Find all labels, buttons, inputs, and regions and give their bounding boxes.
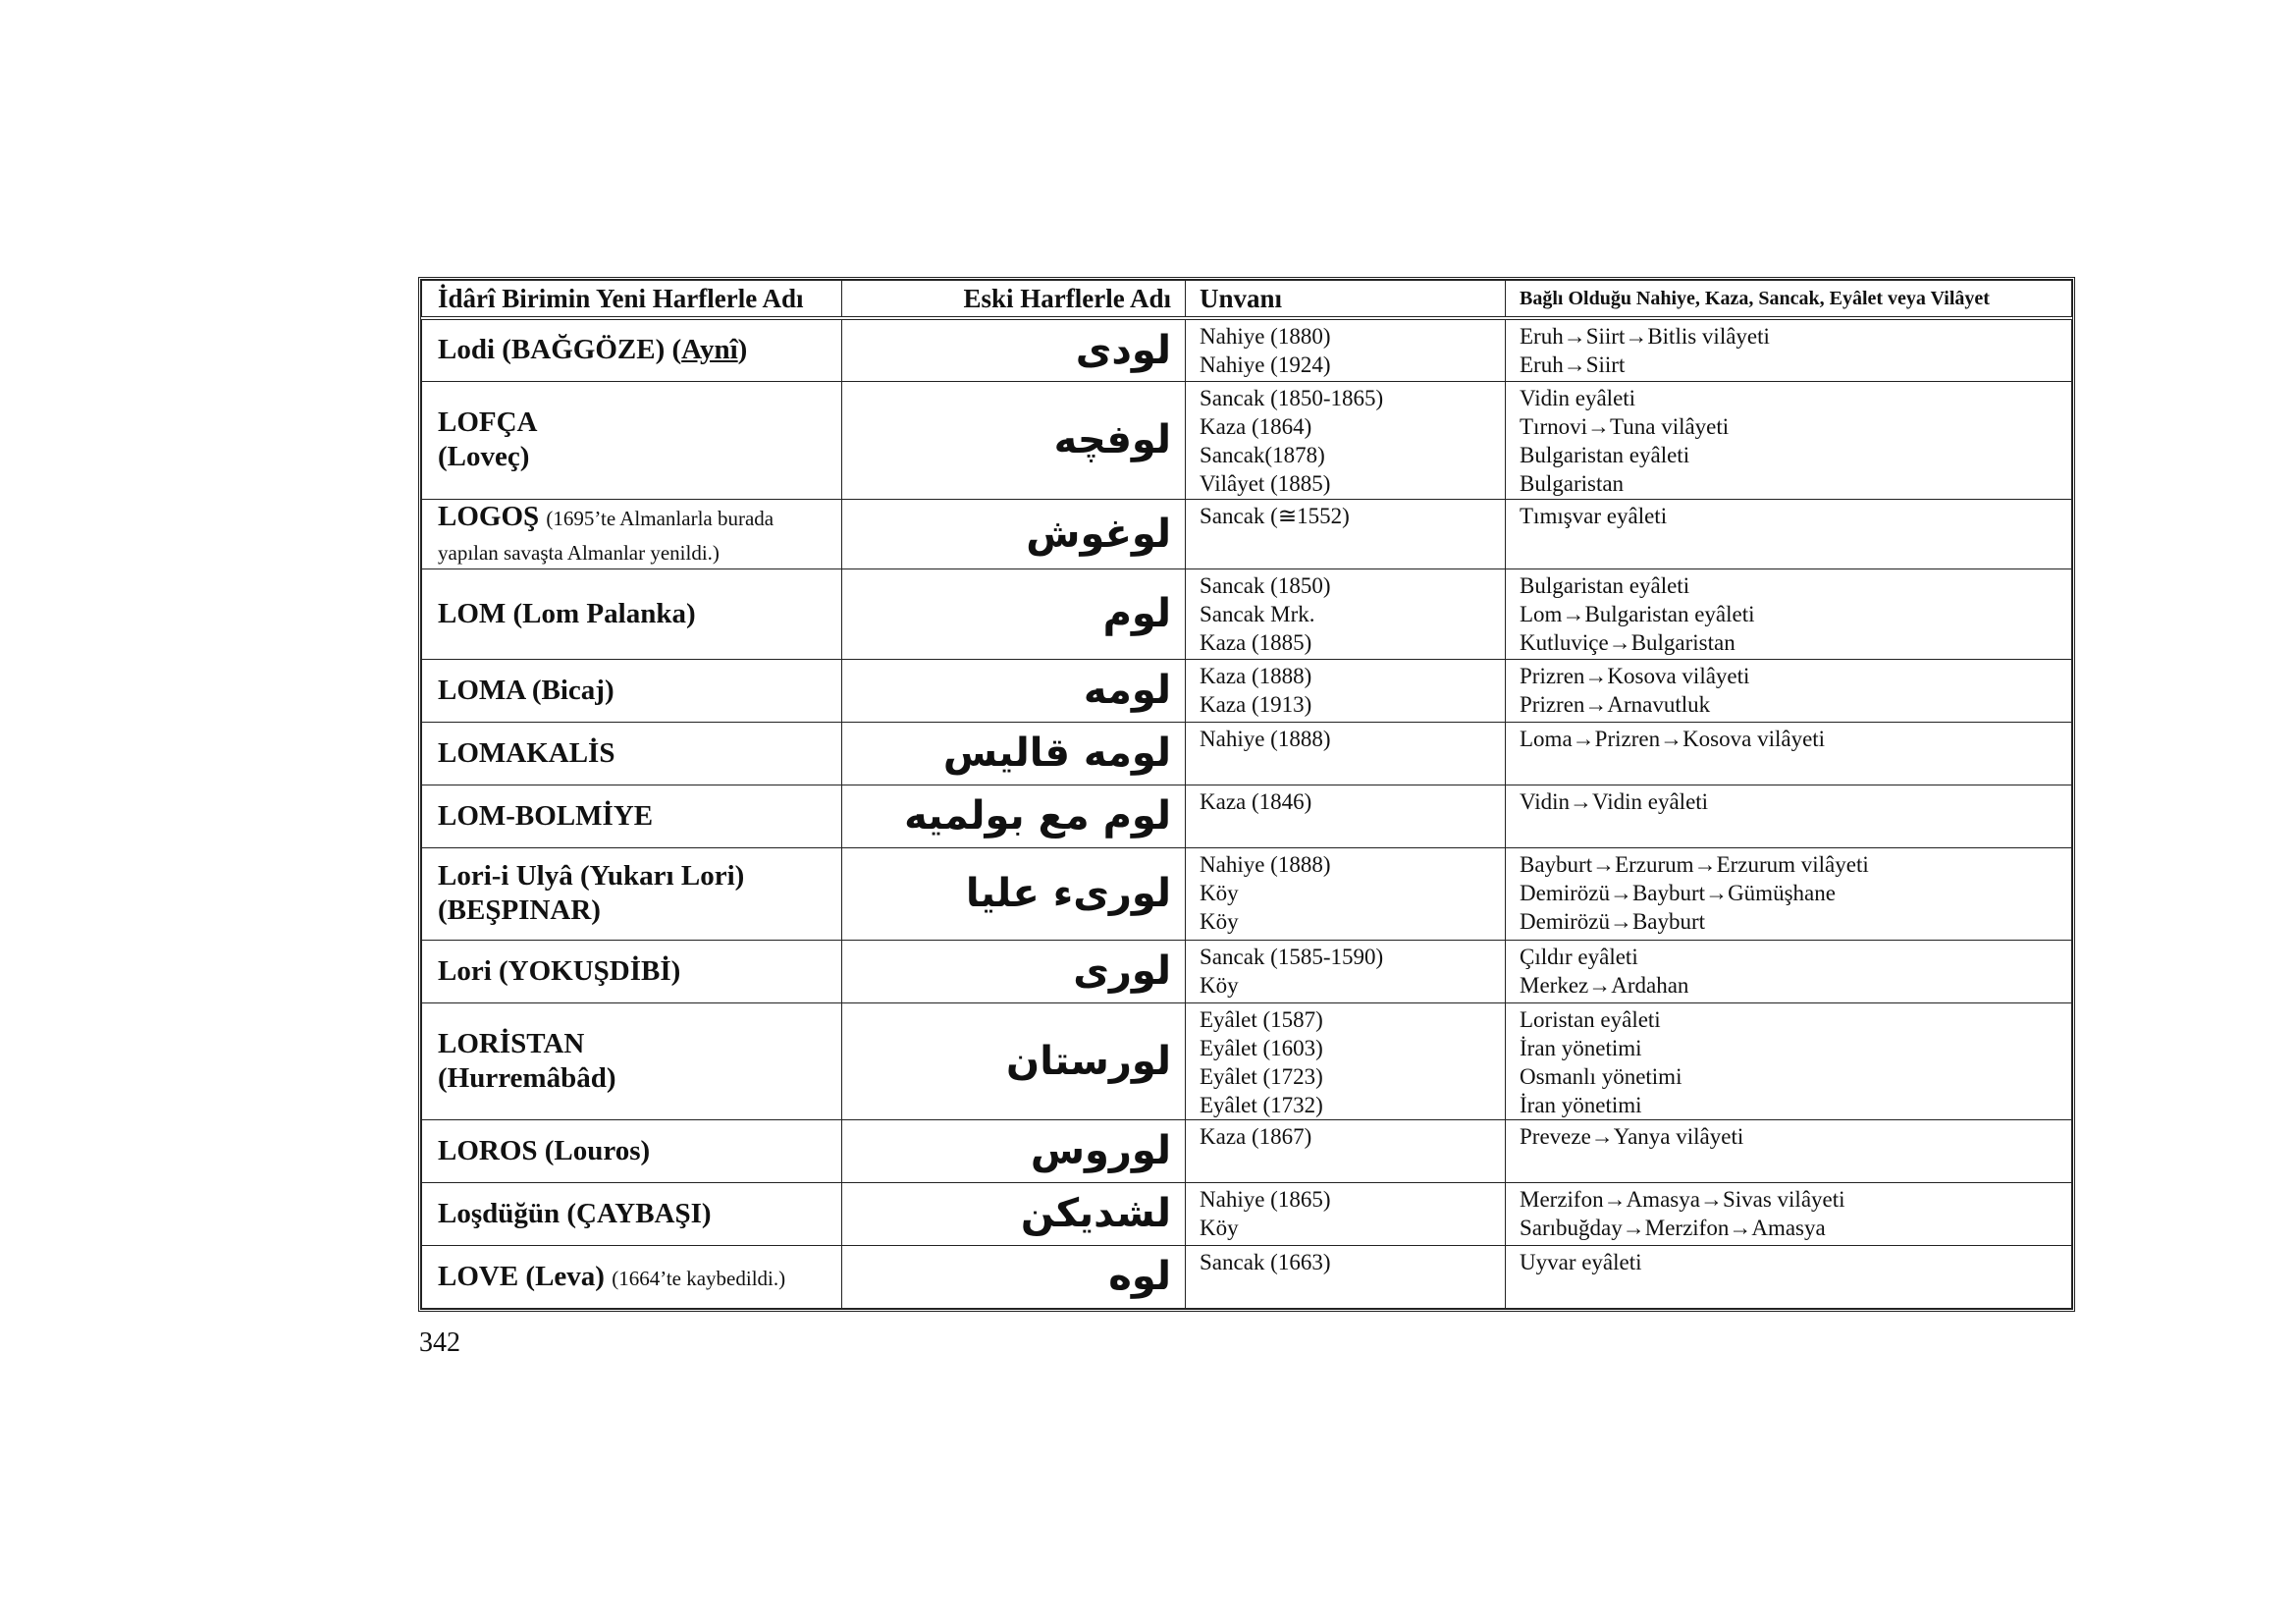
title-entry: Eyâlet (1723) bbox=[1200, 1063, 1323, 1089]
table-row bbox=[422, 940, 2072, 1002]
parent-unit-entry: Tırnovi→Tuna vilâyeti bbox=[1520, 413, 1730, 439]
old-name-cell: لورستان bbox=[842, 1002, 1186, 1119]
title-entry: Sancak Mrk. bbox=[1200, 601, 1315, 626]
parent-unit-entry: Eruh→Siirt bbox=[1520, 352, 1626, 377]
new-name-text: (Loveç) bbox=[438, 441, 530, 472]
parent-unit-entry: Demirözü→Bayburt→Gümüşhane bbox=[1520, 880, 1836, 905]
parent-unit-entry: Eruh→Siirt→Bitlis vilâyeti bbox=[1520, 324, 1770, 349]
new-name-text: LOM (Lom Palanka) bbox=[438, 597, 696, 629]
parent-unit-entry: Uyvar eyâleti bbox=[1520, 1249, 1642, 1274]
parent-unit-entry: Merzifon→Amasya→Sivas vilâyeti bbox=[1520, 1186, 1845, 1212]
title-cell bbox=[1186, 659, 1506, 722]
title-entry: Kaza (1864) bbox=[1200, 413, 1312, 439]
parent-unit-entry: Loristan eyâleti bbox=[1520, 1006, 1661, 1032]
historical-note: (1695’te Almanlarla burada bbox=[546, 506, 774, 530]
title-cell bbox=[1186, 568, 1506, 659]
old-name-cell: لوم bbox=[842, 568, 1186, 659]
header-title: Unvanı bbox=[1186, 281, 1506, 319]
new-name-text: LOFÇA bbox=[438, 406, 538, 438]
parent-unit-cell bbox=[1506, 1245, 2072, 1308]
parent-unit-entry: Çıldır eyâleti bbox=[1520, 944, 1638, 969]
title-entry: Köy bbox=[1200, 880, 1239, 905]
table-row bbox=[422, 499, 2072, 568]
old-name-cell: لومه bbox=[842, 659, 1186, 722]
title-cell bbox=[1186, 785, 1506, 847]
parent-unit-entry: Preveze→Yanya vilâyeti bbox=[1520, 1123, 1744, 1149]
new-name-cell bbox=[422, 499, 842, 568]
title-entry: Sancak (1663) bbox=[1200, 1249, 1331, 1274]
title-entry: Nahiye (1880) bbox=[1200, 324, 1331, 349]
title-cell bbox=[1186, 318, 1506, 381]
title-entry: Eyâlet (1587) bbox=[1200, 1006, 1323, 1032]
parent-unit-entry: Bulgaristan eyâleti bbox=[1520, 442, 1690, 467]
parent-unit-entry: Bulgaristan eyâleti bbox=[1520, 572, 1690, 598]
parent-unit-entry: İran yönetimi bbox=[1520, 1092, 1642, 1117]
table-row bbox=[422, 722, 2072, 785]
table-row bbox=[422, 1245, 2072, 1308]
title-cell bbox=[1186, 722, 1506, 785]
title-entry: Eyâlet (1603) bbox=[1200, 1035, 1323, 1060]
table-row bbox=[422, 568, 2072, 659]
title-cell bbox=[1186, 499, 1506, 568]
new-name-text: Lori (YOKUŞDİBİ) bbox=[438, 954, 681, 987]
title-entry: Sancak (1850) bbox=[1200, 572, 1331, 598]
title-cell bbox=[1186, 940, 1506, 1002]
parent-unit-cell bbox=[1506, 568, 2072, 659]
historical-note: (1664’te kaybedildi.) bbox=[612, 1266, 786, 1290]
new-name-cell bbox=[422, 722, 842, 785]
parent-unit-cell bbox=[1506, 1119, 2072, 1182]
table-row bbox=[422, 318, 2072, 381]
old-name-cell: لوغوش bbox=[842, 499, 1186, 568]
new-name-cell bbox=[422, 1119, 842, 1182]
title-entry: Köy bbox=[1200, 908, 1239, 934]
title-entry: Kaza (1867) bbox=[1200, 1123, 1312, 1149]
parent-unit-entry: Lom→Bulgaristan eyâleti bbox=[1520, 601, 1755, 626]
new-name-cell bbox=[422, 940, 842, 1002]
parent-unit-entry: Bayburt→Erzurum→Erzurum vilâyeti bbox=[1520, 851, 1869, 877]
parent-unit-entry: Demirözü→Bayburt bbox=[1520, 908, 1706, 934]
new-name-text: Loşdüğün (ÇAYBAŞI) bbox=[438, 1197, 712, 1229]
title-entry: Vilâyet (1885) bbox=[1200, 470, 1331, 496]
header-parent-unit: Bağlı Olduğu Nahiye, Kaza, Sancak, Eyâlet veya Vilâyet bbox=[1506, 281, 2072, 319]
new-name-text: Lori-i Ulyâ (Yukarı Lori) bbox=[438, 860, 745, 892]
parent-unit-cell bbox=[1506, 1002, 2072, 1119]
page-number: 342 bbox=[419, 1327, 460, 1358]
table-row bbox=[422, 1182, 2072, 1245]
table-row bbox=[422, 381, 2072, 499]
parent-unit-entry: Osmanlı yönetimi bbox=[1520, 1063, 1682, 1089]
title-entry: Sancak (1585-1590) bbox=[1200, 944, 1384, 969]
gazetteer-table bbox=[418, 277, 2075, 1312]
title-cell bbox=[1186, 1119, 1506, 1182]
parent-unit-cell bbox=[1506, 722, 2072, 785]
parent-unit-cell bbox=[1506, 318, 2072, 381]
new-name-cell bbox=[422, 1245, 842, 1308]
parent-unit-entry: Prizren→Kosova vilâyeti bbox=[1520, 663, 1750, 688]
table-row bbox=[422, 847, 2072, 940]
new-name-text: LOVE (Leva) bbox=[438, 1260, 605, 1292]
header-old-name: Eski Harflerle Adı bbox=[842, 281, 1186, 319]
parent-unit-entry: Vidin eyâleti bbox=[1520, 385, 1636, 410]
title-cell bbox=[1186, 381, 1506, 499]
underlined-name-text: Aynî bbox=[681, 334, 738, 366]
table-row bbox=[422, 659, 2072, 722]
new-name-cell bbox=[422, 318, 842, 381]
new-name-text: LOM-BOLMİYE bbox=[438, 799, 654, 832]
parent-unit-entry: Merkez→Ardahan bbox=[1520, 972, 1689, 998]
parent-unit-cell bbox=[1506, 659, 2072, 722]
parent-unit-cell bbox=[1506, 1182, 2072, 1245]
title-cell bbox=[1186, 1245, 1506, 1308]
new-name-text: (BEŞPINAR) bbox=[438, 894, 601, 926]
new-name-cell bbox=[422, 659, 842, 722]
parent-unit-entry: Bulgaristan bbox=[1520, 470, 1625, 496]
parent-unit-cell bbox=[1506, 847, 2072, 940]
new-name-cell bbox=[422, 785, 842, 847]
entries-table bbox=[421, 280, 2072, 1309]
new-name-text: LORİSTAN bbox=[438, 1027, 585, 1059]
parent-unit-entry: Vidin→Vidin eyâleti bbox=[1520, 788, 1709, 814]
parent-unit-entry: Loma→Prizren→Kosova vilâyeti bbox=[1520, 726, 1826, 751]
old-name-cell: لورى bbox=[842, 940, 1186, 1002]
title-entry: Eyâlet (1732) bbox=[1200, 1092, 1323, 1117]
title-cell bbox=[1186, 847, 1506, 940]
title-entry: Kaza (1846) bbox=[1200, 788, 1312, 814]
title-entry: Nahiye (1888) bbox=[1200, 851, 1331, 877]
new-name-cell bbox=[422, 568, 842, 659]
new-name-text: Lodi (BAĞGÖZE) ( bbox=[438, 334, 682, 366]
title-entry: Köy bbox=[1200, 972, 1239, 998]
title-entry: Sancak (≅1552) bbox=[1200, 503, 1350, 528]
new-name-text: LOMAKALİS bbox=[438, 736, 615, 769]
new-name-text: ) bbox=[737, 334, 748, 366]
title-entry: Sancak (1850-1865) bbox=[1200, 385, 1384, 410]
parent-unit-cell bbox=[1506, 381, 2072, 499]
title-entry: Kaza (1913) bbox=[1200, 691, 1312, 717]
table-row bbox=[422, 1002, 2072, 1119]
old-name-cell: لومه قاليس bbox=[842, 722, 1186, 785]
parent-unit-entry: Kutluviçe→Bulgaristan bbox=[1520, 629, 1735, 655]
new-name-cell bbox=[422, 847, 842, 940]
parent-unit-entry: İran yönetimi bbox=[1520, 1035, 1642, 1060]
title-entry: Sancak(1878) bbox=[1200, 442, 1325, 467]
header-new-name: İdârî Birimin Yeni Harflerle Adı bbox=[422, 281, 842, 319]
title-entry: Nahiye (1924) bbox=[1200, 352, 1331, 377]
title-entry: Nahiye (1865) bbox=[1200, 1186, 1331, 1212]
title-entry: Kaza (1885) bbox=[1200, 629, 1312, 655]
parent-unit-cell bbox=[1506, 785, 2072, 847]
new-name-cell bbox=[422, 1002, 842, 1119]
new-name-cell bbox=[422, 381, 842, 499]
old-name-cell: لودى bbox=[842, 318, 1186, 381]
historical-note: yapılan savaşta Almanlar yenildi.) bbox=[438, 540, 720, 565]
new-name-cell bbox=[422, 1182, 842, 1245]
old-name-cell: لوروس bbox=[842, 1119, 1186, 1182]
old-name-cell: لوه bbox=[842, 1245, 1186, 1308]
table-row bbox=[422, 785, 2072, 847]
parent-unit-entry: Sarıbuğday→Merzifon→Amasya bbox=[1520, 1215, 1826, 1240]
new-name-text: LOGOŞ bbox=[438, 500, 540, 532]
title-entry: Kaza (1888) bbox=[1200, 663, 1312, 688]
table-row bbox=[422, 1119, 2072, 1182]
parent-unit-entry: Tımışvar eyâleti bbox=[1520, 503, 1668, 528]
header-row bbox=[422, 281, 2072, 319]
old-name-cell: لشديكن bbox=[842, 1182, 1186, 1245]
parent-unit-cell bbox=[1506, 499, 2072, 568]
title-entry: Nahiye (1888) bbox=[1200, 726, 1331, 751]
title-cell bbox=[1186, 1182, 1506, 1245]
parent-unit-entry: Prizren→Arnavutluk bbox=[1520, 691, 1711, 717]
old-name-cell: لورىء عليا bbox=[842, 847, 1186, 940]
old-name-cell: لوفچه bbox=[842, 381, 1186, 499]
title-entry: Köy bbox=[1200, 1215, 1239, 1240]
new-name-text: LOROS (Louros) bbox=[438, 1134, 651, 1166]
parent-unit-cell bbox=[1506, 940, 2072, 1002]
new-name-text: (Hurremâbâd) bbox=[438, 1061, 616, 1094]
title-cell bbox=[1186, 1002, 1506, 1119]
old-name-cell: لوم مع بولميه bbox=[842, 785, 1186, 847]
new-name-text: LOMA (Bicaj) bbox=[438, 674, 614, 706]
